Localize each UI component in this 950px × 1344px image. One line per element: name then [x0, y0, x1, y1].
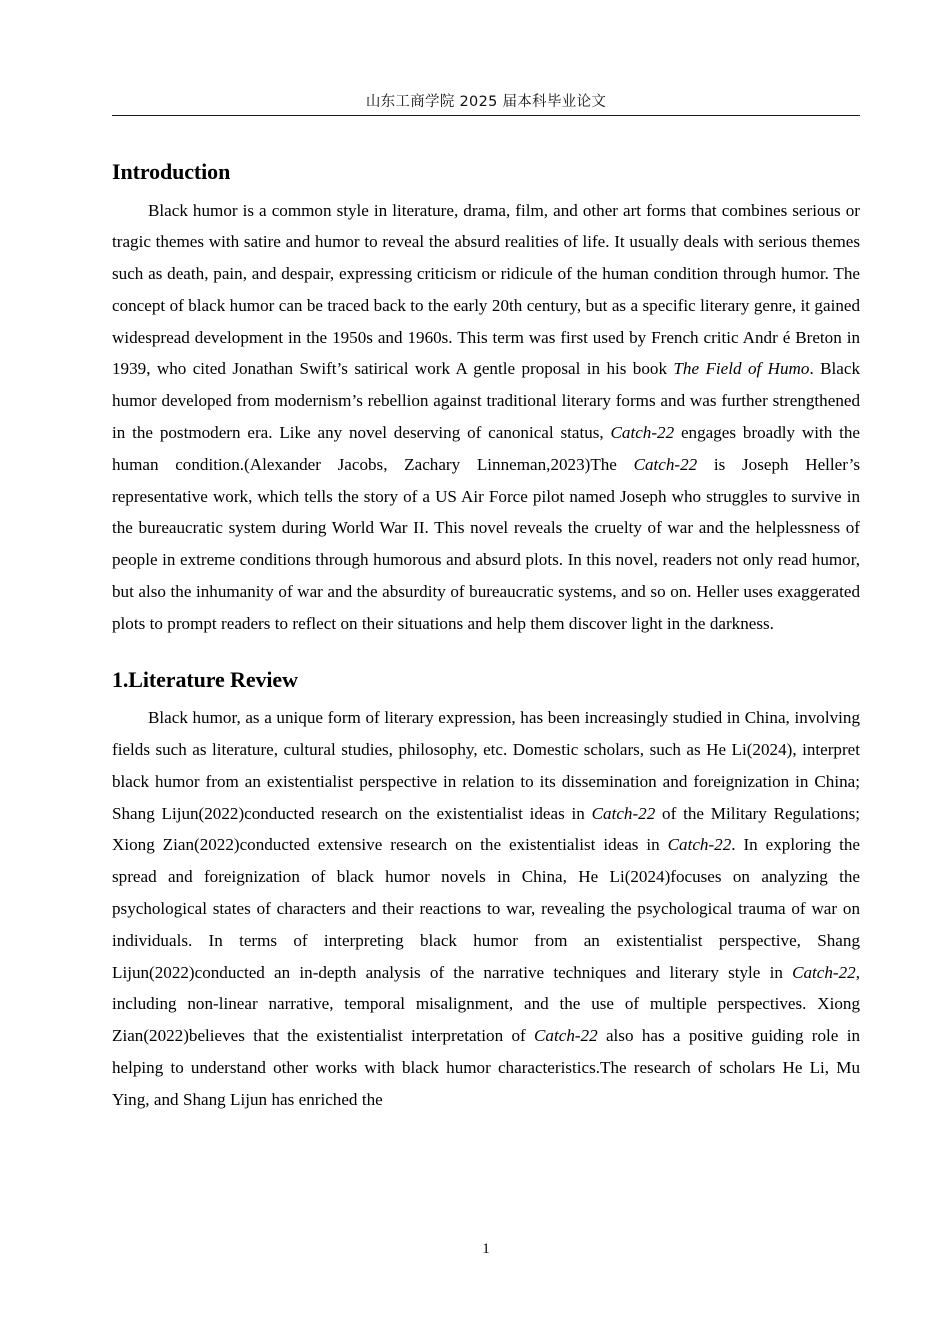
paragraph-literature-review: Black humor, as a unique form of literary expression, has been increasingly studied in China, involving fields such as literature, cultural studies, philosophy, etc. Domestic scholars, such as He Li(2024), interpret black humor from an existentialist perspective in relation to its dissemination and foreignization in China; Shang Lijun(2022)conducted research on the existentialist ideas in Catch-22 of the Military Regulations; Xiong Zian(2022)conducted extensive research on the existentialist ideas in Catch-22. In exploring the spread and foreignization of black humor novels in China, He Li(2024)focuses on analyzing the psychological states of characters and their reactions to war, revealing the psychological trauma of war on individuals. In terms of interpreting black humor from an existentialist perspective, Shang Lijun(2022)conducted an in-depth analysis of the narrative techniques and literary style in Catch-22, including non-linear narrative, temporal misalignment, and the use of multiple perspectives. Xiong Zian(2022)believes that the existentialist interpretation of Catch-22 also has a positive guiding role in helping to understand other works with black humor characteristics.The research of scholars He Li, Mu Ying, and Shang Lijun has enriched the	[112, 708, 860, 1109]
italic-title: Catch-22	[534, 1026, 598, 1046]
italic-title: Catch-22	[633, 454, 698, 474]
italic-title: Catch-22	[792, 962, 856, 982]
page-number: 1	[482, 1241, 490, 1257]
section-literature-review	[112, 666, 860, 1116]
section-heading-literature-review: 1.Literature Review	[112, 666, 298, 692]
italic-title: Catch-22	[667, 835, 732, 855]
header-divider-rule	[112, 115, 860, 116]
italic-title: Catch-22	[610, 423, 675, 443]
document-body	[112, 158, 860, 1116]
page-header	[112, 94, 860, 124]
italic-title: The Field of Humo	[673, 359, 810, 379]
running-header-title: 山东工商学院 2025 届本科毕业论文	[365, 94, 607, 110]
section-heading-introduction: Introduction	[112, 159, 231, 184]
section-introduction	[112, 158, 860, 640]
page-footer	[112, 1240, 860, 1258]
italic-title: Catch-22	[591, 803, 656, 823]
paragraph-introduction: Black humor is a common style in literature, drama, film, and other art forms that combines serious or tragic themes with satire and humor to reveal the absurd realities of life. It usually deals with serious themes such as death, pain, and despair, expressing criticism or ridicule of the human condition through humor. The concept of black humor can be traced back to the early 20th century, but as a specific literary genre, it gained widespread development in the 1950s and 1960s. This term was first used by French critic Andr é Breton in 1939, who cited Jonathan Swift’s satirical work A gentle proposal in his book The Field of Humo. Black humor developed from modernism’s rebellion against traditional literary forms and was further strengthened in the postmodern era. Like any novel deserving of canonical status, Catch-22 engages broadly with the human condition.(Alexander Jacobs, Zachary Linneman,2023)The Catch-22 is Joseph Heller’s representative work, which tells the story of a US Air Force pilot named Joseph who struggles to survive in the bureaucratic system during World War II. This novel reveals the cruelty of war and the helplessness of people in extreme conditions through humorous and absurd plots. In this novel, readers not only read humor, but also the inhumanity of war and the absurdity of bureaucratic systems, and so on. Heller uses exaggerated plots to prompt readers to reflect on their situations and help them discover light in the darkness.	[112, 200, 860, 633]
